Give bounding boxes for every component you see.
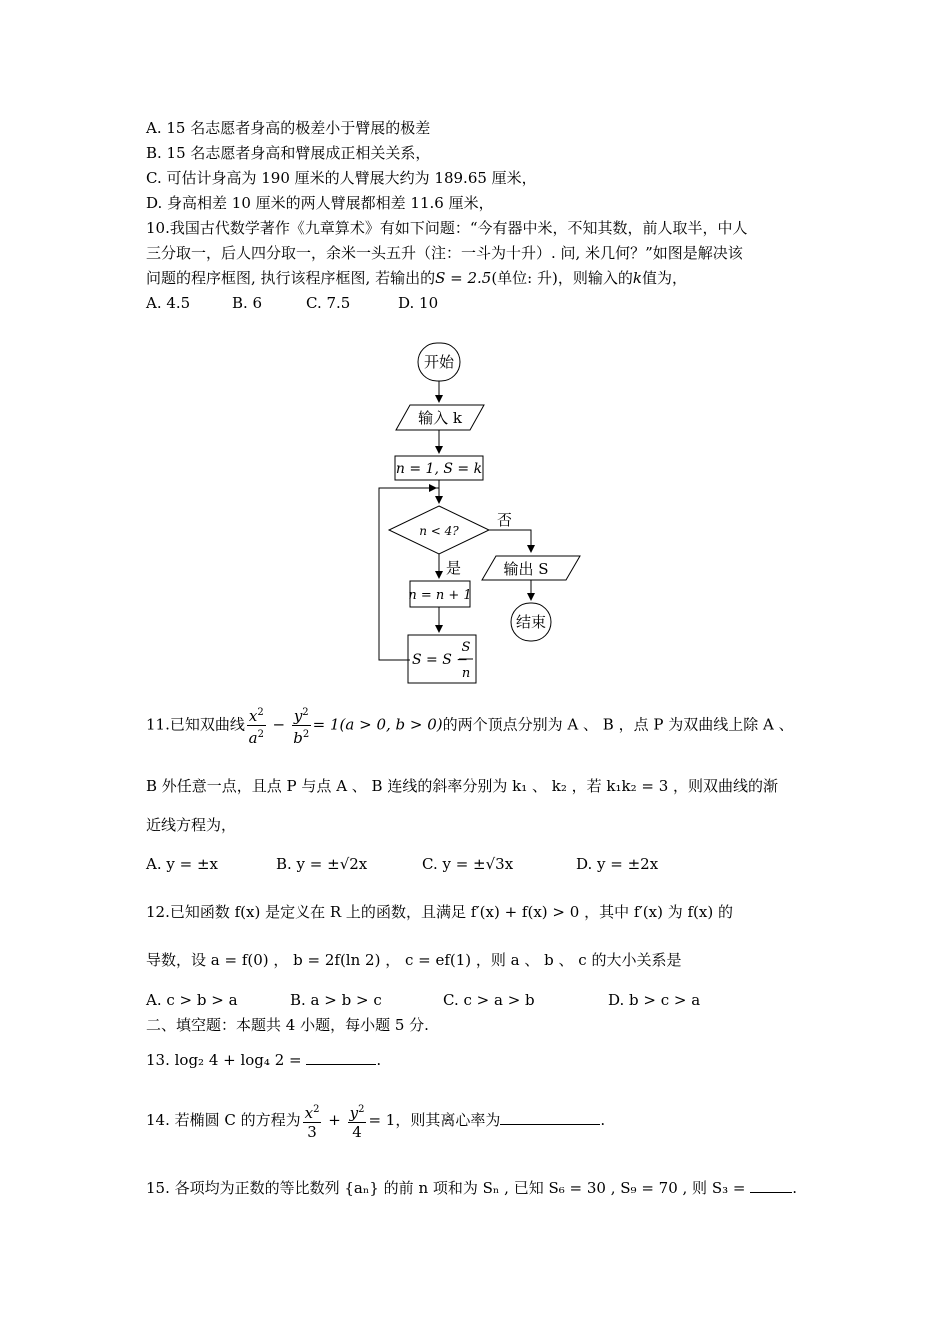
q9-option-c: C. 可估计身高为 190 厘米的人臂展大约为 189.65 厘米， [146,169,537,187]
q10-line-1: 10.我国古代数学著作《九章算术》有如下问题：“今有器中米，不知其数，前人取半，中人 [146,219,748,237]
flow-yes-label: 是 [446,559,462,577]
flow-output-label: 输出 S [503,560,549,578]
q11-option-d: D. y = ±2x [576,855,659,873]
flow-output-box [482,556,580,580]
q13-line: 13. log₂ 4 + log₄ 2 = . [146,1051,382,1069]
flow-condition-diamond [389,506,489,554]
flow-update-numerator: S [461,640,471,655]
flow-update-label: S = S − [412,652,468,668]
q15-line: 15. 各项均为正数的等比数列 {aₙ} 的前 n 项和为 Sₙ , 已知 S₆ = 30 , S₉ = 70 , 则 S₃ = . [146,1179,798,1197]
q14-line: 14. 若椭圆 C 的方程为 $\frac{x^2}{3}$ + $\frac{y^2}{4}$ = 1，则其离心率为 . [146,1100,605,1141]
q9-option-b: B. 15 名志愿者身高和臂展成正相关关系， [146,144,431,162]
q12-line-1: 12.已知函数 f(x) 是定义在 R 上的函数，且满足 f′(x) + f(x) > 0 ，其中 f′(x) 为 f(x) 的 [146,903,733,921]
q12-option-c: C. c > a > b [443,991,535,1009]
flow-init-label: n = 1, S = k [395,461,483,477]
q12-option-a: A. c > b > a [146,991,238,1009]
flow-increment-label: n = n + 1 [408,588,472,603]
q12-line-2: 导数，设 a = f(0) ， b = 2f(ln 2) ， c = ef(1) ，则 a 、 b 、 c 的大小关系是 [146,951,682,969]
flow-start-label: 开始 [423,353,455,371]
flow-end-terminal [511,603,551,641]
q10-line-3: 问题的程序框图, 执行该程序框图, 若输出的S = 2.5(单位: 升)，则输入的k值为， [146,269,687,287]
section-2-heading: 二、填空题：本题共 4 小题，每小题 5 分. [146,1016,429,1034]
q11-line-2: B 外任意一点，且点 P 与点 A 、 B 连线的斜率分别为 k₁ 、 k₂ ，若 k₁k₂ = 3 ，则双曲线的渐 [146,777,779,795]
q12-option-b: B. a > b > c [290,991,382,1009]
q11-line-1: 11.已知双曲线 $\frac{x^2}{a^2}$ − $\frac{y^2}{b^2}$ = 1(a > 0, b > 0)的两个顶点分别为 A 、 B ，点 P 为双曲线上除 A 、 [146,704,794,747]
q11-option-c: C. y = ±√3x [422,855,514,873]
flow-update-denominator: n [461,666,471,681]
q11-option-a: A. y = ±x [146,855,218,873]
flow-end-label: 结束 [515,613,547,631]
flow-input-box [396,405,484,430]
flow-update-box [408,635,476,683]
q10-option-d: D. 10 [398,294,439,312]
q10-option-b: B. 6 [232,294,263,312]
q11-option-b: B. y = ±√2x [276,855,368,873]
q9-option-d: D. 身高相差 10 厘米的两人臂展都相差 11.6 厘米， [146,194,494,212]
flow-start-terminal [418,343,460,381]
q10-option-a: A. 4.5 [146,294,191,312]
q11-line-3: 近线方程为， [146,816,237,834]
flow-condition-label: n < 4? [419,524,459,538]
flow-no-label: 否 [497,511,513,529]
q10-line-2: 三分取一，后人四分取一，余米一头五升（注：一斗为十升）. 问, 米几何？”如图是解决该 [146,244,743,262]
flow-increment-box [410,581,470,607]
flow-init-box [395,456,483,480]
q9-option-a: A. 15 名志愿者身高的极差小于臂展的极差 [146,119,431,137]
q10-option-c: C. 7.5 [306,294,351,312]
q12-option-d: D. b > c > a [608,991,701,1009]
flow-input-label: 输入 k [418,409,462,427]
